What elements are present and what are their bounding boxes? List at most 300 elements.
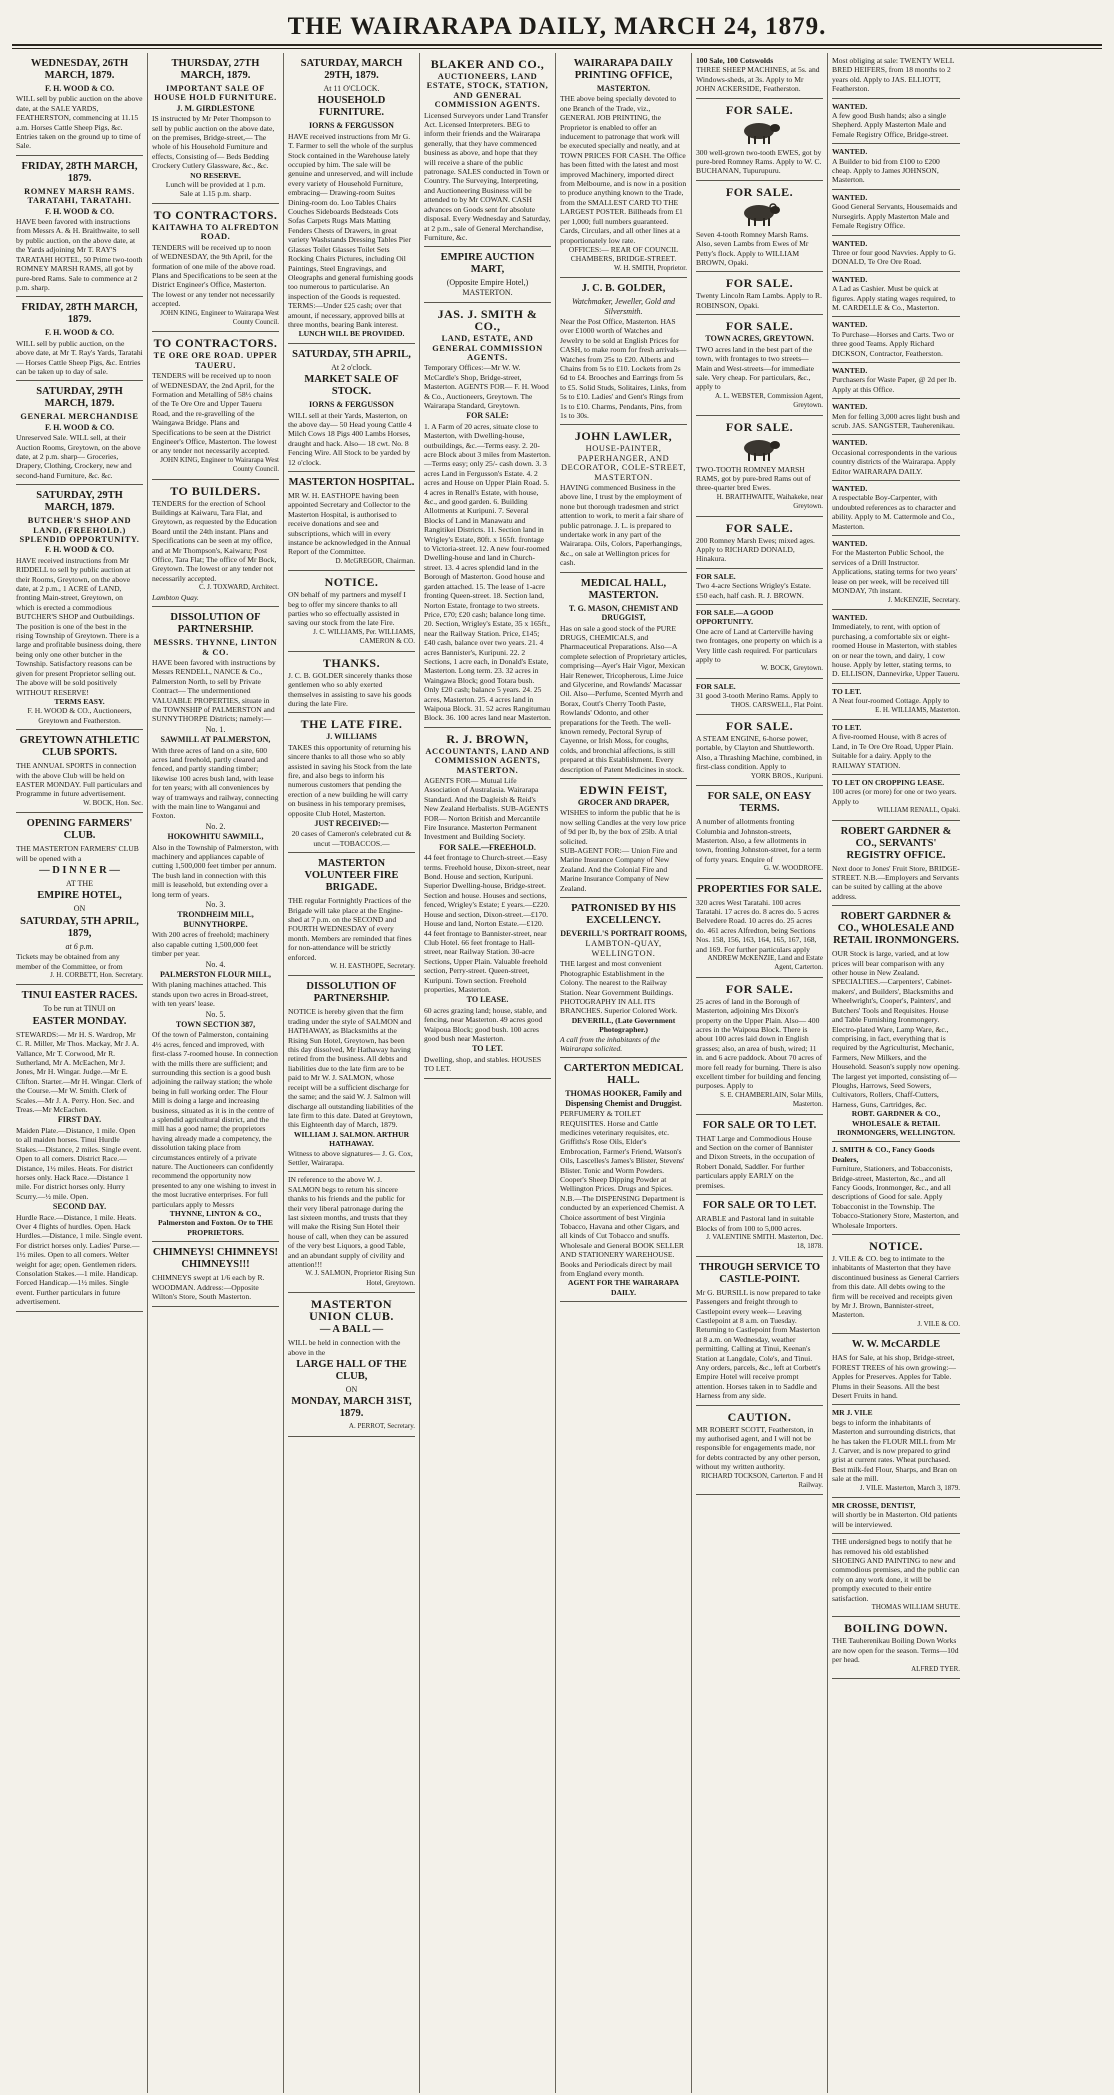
ad-subheading: IMPORTANT SALE OF HOUSE HOLD FURNITURE. — [154, 84, 277, 103]
ad-signature: A. PERROT, Secretary. — [348, 1422, 415, 1431]
ad-agent: J. WILLIAMS — [326, 732, 377, 742]
ad-shute-removal — [832, 1534, 960, 1617]
ad-late-fire — [288, 713, 415, 853]
ad-body: TAKES this opportunity of returning his sincere thanks to all those who so ably assisted in saving his Stock from the late fire, and also begs to inform his numerous customers that pending the erection of a new building he will carry on business in his temporary premises, opposite Club Hotel, Masterton. — [288, 742, 412, 818]
ad-farmers-club — [16, 813, 143, 985]
ad-subheading: GENERAL MERCHANDISE — [20, 412, 139, 422]
ad-body: 320 acres West Taratahi. 100 acres Taratahi. 17 acres do. 8 acres do. 5 acres Belvedere Road. 10 acres do. 25 acres do. 461 acres Alfredton, being Sections Nos. 158, 156, 163, 164, 165, 167, 168, and 169. For further particulars apply — [696, 897, 819, 954]
ad-to-let-house — [832, 720, 960, 775]
ad-lunch: LUNCH WILL BE PROVIDED. — [298, 329, 405, 339]
ad-subheading: KAITAWHA TO ALFREDTON ROAD. — [152, 222, 279, 242]
ad-place: LAMBTON-QUAY, WELLINGTON. — [585, 939, 662, 958]
ad-signature: J. H. CORBETT, Hon. Secretary. — [50, 971, 143, 979]
ad-heading: PATRONISED BY HIS EXCELLENCY. — [571, 903, 676, 927]
ad-agent: F. H. WOOD & CO. — [44, 545, 115, 555]
ad-lot-body: Of the town of Palmerston, containing 4½ acres, fenced and improved, with first-class 7-roomed house. In connection with the mills there are sufficient; and surrounding this section is a good bush adjoining the railway station; the whole being in full working order. The Flour Mill is doing a large and increasing business, situated as it is in the centre of a splendid agricultural district, and the mill has a good name; the proprietors having already made a competency, the dissolution taking place from circumstances entirely of a private nature. The Auctioneers can confidently recommend the opportunity now presented to any one wishing to invest in the most lucrative enterprises. For full particulars apply to Messrs — [152, 1030, 278, 1209]
ad-for-sale-steam-engine — [696, 715, 823, 786]
ad-body: HAVE received instructions from Mr G. T. Farmer to sell the whole of the surplus Stock contained in the Warehouse lately occupied by him. The sale will be genuine and unreserved, and will include every variety of Household Furniture, embracing— Drawing-room Suites Dining-room do. Loo Tables Chairs Couches Sideboards Bedsteads Cots Sofas Carpets Rugs Mats Matting Fenders Chests of Drawers, in great variety Washstands Dressing Tables Pier Glasses Toilet Glasses Toilet Sets Rocking Chairs Pictures, including Oil Paintings, Steel Engravings, and Oleographs and general furnishing goods too numerous to particularise. An inspection of the Goods is requested. TERMS:—Under £25 cash; over that amount, if necessary, approved bills at three months, bearing Bank interest. — [288, 131, 414, 329]
ad-date: SATURDAY, 5TH APRIL, 1879, — [20, 915, 139, 939]
ad-body: ARABLE and Pastoral land in suitable Blocks of from 100 to 5,000 acres. — [696, 1214, 814, 1233]
ad-romney-rams — [16, 156, 143, 297]
ad-venue: EMPIRE HOTEL, — [37, 890, 122, 902]
ad-agent: IORNS & FERGUSSON — [309, 121, 394, 131]
ad-signature: W. H. SMITH, Proprietor. — [613, 263, 687, 272]
ad-body: THE undersigned begs to notify that he has removed his old established SHOEING AND PAINTING to new and commodious premises, and the public can rely on any work done, it will be promptly executed to their entire satisfaction. — [832, 1537, 960, 1603]
ad-for-sale-two-tooth-rams — [696, 416, 823, 517]
ad-union-club-ball — [288, 1293, 415, 1437]
ad-heading: THANKS. — [322, 655, 381, 670]
ad-for-sale-good-opportunity — [696, 605, 823, 679]
ad-chimneys — [152, 1242, 279, 1306]
ad-signature: D. McGREGOR, Chairman. — [335, 556, 415, 565]
ad-signature: ANDREW McKENZIE, Land and Estate Agent, Carterton. — [707, 953, 823, 972]
ad-heading: MASTERTON HOSPITAL. — [288, 477, 415, 488]
ad-heading: TO CONTRACTORS. — [153, 207, 278, 222]
ad-heading: 100 Sale, 100 Cotswolds — [696, 56, 774, 65]
ad-heading: WEDNESDAY, 26TH MARCH, 1879. — [30, 58, 129, 81]
ad-salmon-thanks — [288, 1172, 415, 1293]
ad-heading: TO CONTRACTORS. — [153, 336, 278, 351]
ad-body: A Lad as Cashier. Must be quick at figures. Apply stating wages required, to M. CARDELLE & Co., Masterton. — [832, 284, 956, 312]
ad-heading: SATURDAY, 29TH MARCH, 1879. — [36, 490, 123, 514]
ad-body: Most obliging at sale: TWENTY WELL BRED HEIFERS, from 18 months to 2 years old. Apply to JAS. ELLIOTT, Featherston. — [832, 56, 955, 94]
ad-body: THE ANNUAL SPORTS in connection with the above Club will be held on EASTER MONDAY. Full particulars and Programme in future advertisement. — [16, 761, 142, 799]
ad-mccardle-trees — [832, 1334, 960, 1405]
ad-heading: FOR SALE. — [725, 719, 794, 734]
ad-heading: J. SMITH & CO., Fancy Goods Dealers, — [832, 1145, 935, 1164]
ad-body: A Neat four-roomed Cottage. Apply to — [832, 696, 950, 706]
ad-body: A STEAM ENGINE, 6-horse power, portable, by Clayton and Shuttleworth. Also, a Thrashing Machine, combined, in first-class condition. Apply to — [696, 734, 822, 772]
ad-agent: F. H. WOOD & CO. — [44, 328, 115, 338]
ad-agent: J. M. GIRDLESTONE — [176, 103, 255, 113]
ad-wanted-horses — [832, 317, 960, 363]
ad-body: TWO acres land in the best part of the town, with frontages to two streets—Main and West-streets—for immediate sale. Very cheap. For particulars, &c., apply to — [696, 344, 814, 392]
ad-to-let-cropping — [832, 775, 960, 821]
ad-body: WILL sell by public auction, on the above date, at Mr T. Ray's Yards, Taratahi— Horses Cattle Sheep Pigs, &c. Entries can be taken up to day of sale. — [16, 338, 143, 376]
ad-body: 200 Romney Marsh Ewes; mixed ages. Apply to RICHARD DONALD, Hinakura. — [696, 535, 815, 564]
ad-body: Men for felling 3,000 acres light bush and scrub. JAS. SANGSTER, Tauherenikau. — [832, 411, 960, 430]
ad-arrived: JUST RECEIVED:— — [314, 818, 389, 828]
ad-body: A number of allotments fronting Columbia and Johnston-streets, Masterton. Also, a few allotments in town, fronting Johnston-street, for a term of forty years. Enquire of — [696, 817, 822, 864]
ad-signature: W. H. EASTHOPE, Secretary. — [329, 962, 415, 971]
ad-wanted-builder — [832, 144, 960, 190]
ad-gardner-registry — [832, 821, 960, 907]
ad-wanted-navvies — [832, 236, 960, 272]
ad-heading: DISSOLUTION OF PARTNERSHIP. — [170, 612, 261, 636]
ad-body: J. C. B. GOLDER sincerely thanks those gentlemen who so ably exerted themselves in assisting to save his goods during the late Fire. — [288, 670, 413, 708]
ad-body: 100 acres (or more) for one or two years. Apply to — [832, 787, 957, 806]
ad-body: PERFUMERY & TOILET REQUISITES. Horse and Cattle medicines veterinary requisites, etc. Griffiths's Rose Oils, Elder's Embrocation, Farmer's Friend, Watson's Oils, Lascelles's James's Blister, Stevens' Blister. Tonic and Worm Powders. Cooper's Sheep Dipping Powder at Wellington Prices. Drugs and Spices. N.B.—The DISPENSING Department is conducted by an experienced Chemist. A Choice assortment of best Virginia Tobacco, Havana and other Cigars, and all kinds of Cut Tobacco and snuffs. Wholesale and General BOOK SELLER AND STATIONERY WAREHOUSE. Books and Periodicals direct by mail from England every month. — [560, 1109, 685, 1279]
ad-body: TENDERS will be received up to noon of WEDNESDAY, the 2nd April, for the Formation and Metalling of 58½ chains of the Te Ore Ore and Upper Taueru Road, and the re-gravelling of the Waingawa Bridge. Plans and Specifications to be seen at the District Engineer's Office, Masterton. The lowest or any tender not necessarily accepted. — [152, 371, 277, 456]
column-5 — [556, 53, 692, 2093]
ad-body: THE regular Fortnightly Practices of the Brigade will take place at the Engine-shed at 7 p.m. on the SECOND and FOURTH WEDNESDAY of every month. Members are reminded that fines for non-attendance will be strictly enforced. — [288, 896, 412, 962]
ad-body: begs to inform the inhabitants of Masterton and surrounding districts, that he has taken the FLOUR MILL from Mr J. Carver, and is now prepared to grind grist at current rates. Wheat purchased. Best milk-fed Flour, Sharps, and Bran on sale at the mill. — [832, 1417, 957, 1484]
ad-body: A respectable Boy-Carpenter, with undoubted references as to character and ability. Apply to M. Cattermole and Co., Masterton. — [832, 493, 956, 531]
ad-signature: J. VALENTINE SMITH. Masterton, Dec. 18, 1878. — [706, 1232, 823, 1251]
ad-heading: FOR SALE, ON EASY TERMS. — [707, 791, 812, 815]
ad-signature: W. BOCK, Greytown. — [760, 664, 823, 673]
column-1 — [12, 53, 148, 2093]
ad-agent-for: AGENT FOR THE WAIRARAPA DAILY. — [567, 1278, 680, 1297]
ad-body: CHIMNEYS swept at 1/6 each by R. WOODMAN. Address:—Opposite Wilton's Store, South Masterton. — [152, 1273, 265, 1302]
ad-tickets: Tickets may be obtained from any member of the Committee, or from — [16, 952, 123, 971]
ad-for-sale-borough-land — [696, 978, 823, 1115]
ad-heading: J. C. B. GOLDER, — [581, 283, 666, 295]
ad-for-sale: FOR SALE.—FREEHOLD. — [439, 842, 536, 852]
ad-body: THE MASTERTON FARMERS' CLUB will be opened with a — [16, 844, 139, 863]
ad-heading: WANTED. — [832, 365, 868, 375]
ad-venue: LARGE HALL OF THE CLUB, — [296, 1359, 407, 1383]
ad-body: WISHES to inform the public that he is now selling Candles at the very low price of 9d per lb, by the box of 25lb. A trial solicited. — [560, 808, 686, 846]
ad-body: will shortly be in Masterton. Old patients will be interviewed. — [832, 1510, 958, 1529]
ad-heading: FOR SALE. — [725, 520, 794, 535]
ad-signature: F. H. WOOD & CO., Auctioneers, Greytown and Featherston. — [27, 706, 132, 725]
ad-heifers — [832, 53, 960, 99]
ad-heading: JAS. J. SMITH & CO., — [437, 307, 538, 334]
column-6 — [692, 53, 828, 2093]
ad-heading: EMPIRE AUCTION MART, — [440, 252, 535, 276]
ad-heading: TINUI EASTER RACES. — [21, 990, 138, 1002]
ad-lot-title: SAWMILL AT PALMERSTON, — [160, 735, 271, 745]
ad-body: Mr G. BURSILL is now prepared to take Passengers and freight through to Castlepoint every week— Leaving Castlepoint at 8 a.m. on Tuesday. Returning to Castlepoint from Masterton at 8 a.m. on Wednesday, weather permitting. Calling at Tinui, Keenan's Station at Langdale, Cole's, and Tinui. Any orders, parcels, &c., left at Corbett's Empire Hotel will receive prompt attention. Horses taken in to Saddle and Harness from any side. — [696, 1287, 821, 1401]
ad-dissolution-salmon — [288, 976, 415, 1172]
ad-builders — [152, 480, 279, 607]
ad-signature: WILLIAM J. SALMON. ARTHUR HATHAWAY. — [293, 1129, 410, 1149]
ad-lot-number: No. 3. — [205, 900, 226, 910]
ad-body: Three or four good Navvies. Apply to G. DONALD, Te Ore Ore Road. — [832, 247, 956, 267]
ad-body: HAVE received instructions from Mr RIDDELL to sell by public auction at their Rooms, Greytown, on the above date, at 2 p.m., 1 ACRE of LAND, fronting Main-street, Greytown, on which is erected a commodious BUTCHER'S SHOP and Outbuildings. The position is one of the best in the rising Township of Greytown. There is a large and profitable business doing, there being only one other butcher in the Township. Satisfactory reasons can be given for present Proprietor selling out. The above will be sold positively WITHOUT RESERVE! — [16, 555, 142, 697]
ad-deverill-portrait — [560, 898, 687, 1058]
ad-heading: OPENING FARMERS' CLUB. — [26, 818, 133, 842]
ad-empire-auction-mart — [424, 247, 551, 303]
ad-signature: DEVERILL, (Late Government Photographer.) — [571, 1015, 676, 1035]
ram-woodcut-icon — [737, 201, 783, 227]
ad-signature: W. J. SALMON, Proprietor Rising Sun Hotel, Greytown. — [305, 1269, 415, 1287]
ad-body: WILL sell by public auction on the above date, at the SALE YARDS, FEATHERSTON, commencing at 11.15 a.m. Horses Cattle Sheep Pigs, &c. Entries taken on the ground up to time of Sale. — [16, 94, 143, 151]
ad-heading: PROPERTIES FOR SALE. — [697, 883, 822, 895]
ad-heading: NOTICE. — [324, 575, 379, 590]
ad-for-sale-romney-ewes — [696, 517, 823, 569]
ad-for-sale-or-let-land — [696, 1195, 823, 1257]
ad-general-merchandise — [16, 381, 143, 485]
ad-subheading: ACCOUNTANTS, LAND AND COMMISSION AGENTS, MASTERTON. — [425, 746, 550, 775]
ad-signature: W. BOCK, Hon. Sec. — [83, 798, 143, 807]
columns — [12, 53, 1102, 2093]
ad-body: J. VILE & CO. beg to intimate to the inhabitants of Masterton that they have discontinued business as General Carriers from this date. All debts owing to the firm will be received and receipts given by Mr J. Brown, Bannister-street, Masterton. — [832, 1254, 959, 1320]
ad-subheading: GROCER AND DRAPER, — [577, 798, 670, 807]
ad-body: THAT Large and Commodious House and Section on the corner of Bannister and Dixon Streets, in the occupation of Robert Donald, Saddler. For further particulars apply EARLY on the premises. — [696, 1133, 815, 1190]
ad-place: Lambton Quay. — [152, 592, 199, 602]
ad-signature: H. BRAITHWAITE, Waihakeke, near Greytown. — [716, 492, 823, 511]
ad-to-let: TO LET. — [472, 1044, 503, 1054]
ad-gardner-ironmongers — [832, 906, 960, 1142]
ad-body: Near the Post Office, Masterton. HAS over £1000 worth of Watches and Jewelry to be sold at English Prices for CASH, to make room for fresh arrivals— Watches from 25s to £20. Alberts and Chains from 5s to £10. Lockets from 2s 6d to £4. Brooches and Earrings from 5s to £5. Solid Studs, Solitaires, Links, from 5s to £10. Ladies' and Gent's Rings from 1s to £10. Charms, Pendants, Pins, from 1s to 30s. — [560, 316, 687, 420]
ad-vile-flour-mill — [832, 1405, 960, 1498]
ad-lot-body: Also in the Township of Palmerston, with machinery and appliances capable of cutting 1,500,000 feet timber per annum. The bush land in connection with this mill is leasehold, but extending over a long term of years. — [152, 842, 279, 899]
ad-heading: THURSDAY, 27TH MARCH, 1879. — [171, 58, 260, 81]
ad-body: THREE SHEEP MACHINES, at 5s. and Windows-sheds, at 3s. Apply to Mr JOHN ACKERSIDE, Featherston. — [696, 65, 820, 94]
ad-subheading: MASTERTON. — [596, 84, 651, 93]
ad-body: Two 4-acre Sections Wrigley's Estate. £50 each, half cash. R. J. BROWN. — [696, 581, 811, 600]
ad-body: One acre of Land at Carterville having two frontages, one property on which is a Very little cash required. For particulars apply to — [696, 626, 823, 665]
ad-heading: BOILING DOWN. — [844, 1621, 948, 1636]
ad-body: HAVING commenced Business in the above line, I trust by the employment of none but thorough tradesmen and strict attention to work, to merit a fair share of public patronage. J. L. is prepared to undertake work in any part of the Wairarapa. Oils, Colors, Paperhangings, &c., on sale at Wellington prices for cash. — [560, 483, 684, 568]
ad-heading: WANTED. — [832, 612, 868, 622]
ad-body: Occasional correspondents in the various country districts of the Wairarapa. Apply Editor WAIRARAPA DAILY. — [832, 447, 957, 476]
ad-heading: WANTED. — [832, 438, 868, 448]
ad-body: THE largest and most convenient Photographic Establishment in the Colony. The nearest to the Railway Station. Near Government Buildings. PHOTOGRAPHY IN ALL ITS BRANCHES. Superior Colored Work. — [560, 959, 678, 1016]
ad-subheading: HOUSE-PAINTER, PAPERHANGER, AND DECORATOR, COLE-STREET, MASTERTON. — [561, 444, 686, 482]
ad-tinui-races — [16, 985, 143, 1311]
ad-signature: E. H. WILLIAMS, Masterton. — [875, 705, 960, 714]
ad-wanted-house — [832, 610, 960, 684]
ad-lot-body: With planing machines attached. This stands upon two acres in Broad-street, with ten years' lease. — [152, 980, 268, 1009]
ad-time: At 11 O'CLOCK. — [323, 84, 380, 93]
ad-wanted-boy-carpenter — [832, 481, 960, 536]
ad-at: AT THE — [65, 878, 94, 888]
ad-for-sale: FOR SALE: — [466, 411, 509, 421]
ad-fire-brigade — [288, 853, 415, 976]
ad-carterton-medical-hall — [560, 1058, 687, 1302]
ad-heading: ROBERT GARDNER & CO., WHOLESALE AND RETAIL IRONMONGERS. — [833, 911, 959, 947]
ad-thanks-golder — [288, 652, 415, 714]
ad-lease-body: 60 acres grazing land; house, stable, and fencing, near Masterton. 49 acres good Waipoua Block; good bush. 100 acres good bush near Masterton. — [424, 1005, 547, 1043]
ad-heading: R. J. BROWN, — [446, 731, 529, 746]
ad-body: Has on sale a good stock of the PURE DRUGS, CHEMICALS, and Pharmaceutical Preparations. Also—A complete selection of Proprietary articles, comprising—Ayer's Hair Vigor, Mexican Hair Renewer, Tricopherous, Lime Juice and Glycerine, and Rowlands' Macassar Oil. Also—Perfume, Scented Myrrh and Borax, Coutt's Cherry Tooth Paste, Rowlands' Odonto, and other preparations for the Teeth. The well-known remedy, Pectoral Syrup of Cayenne, or Irish Moss, for coughs, colds, and bronchial affections, is still prepared at this Establishment. Every description of Patent Medicines in stock. — [560, 623, 687, 774]
ad-body: Furniture, Stationers, and Tobacconists, Bridge-street, Masterton, &c., and all Fancy Goods, Ironmonger, &c., and all descriptions of Good for sale. Apply Tobacconist in the Township. The Tobacco-Stationery Store, Masterton, and Wholesale Importers. — [832, 1164, 959, 1230]
ad-body: OUR Stock is large, varied, and at low prices will bear comparison with any other house in New Zealand. SPECIALTIES.—Carpenters', Cabinet-makers', and Builders', Blacksmiths and Wheelwright's, Cooper's, Painters', and Butchers' Tools and Requisites. House and Table Furnishing Ironmongery. Electro-plated Ware, Lamp Ware, &c., comprising, in fact, everything that is required by the Agriculturist, Mechanic, Farmers, New Milkers, and the Household. Season's supply now opening. The largest yet imported, consisting of—Ploughs, Harrows, Seed Sowers, Cultivators, Rollers, Chaff-Cutters, Harness, Guns, Cartridges, &c. — [832, 949, 960, 1109]
ad-title: MARKET SALE OF STOCK. — [304, 374, 399, 398]
ad-lot-title: TOWN SECTION 387, — [175, 1019, 256, 1029]
ad-subheading: Watchmaker, Jeweller, Gold and Silversmith. — [571, 297, 676, 316]
ad-subheading: ROMNEY MARSH RAMS. TARATAHI, TARATAHI. — [24, 186, 135, 206]
ad-heading: WANTED. — [832, 192, 868, 202]
masthead-rule — [12, 44, 1102, 49]
ad-contractors-te-ore-ore — [152, 332, 279, 479]
ad-heading: WANTED. — [832, 484, 868, 494]
ad-body: A five-roomed House, with 8 acres of Land, in Te Ore Ore Road, Upper Plain. Suitable for a dairy. Apply to the RAILWAY STATION. — [832, 732, 954, 770]
ad-for-sale-merino-rams — [696, 679, 823, 715]
ad-butchers-shop — [16, 485, 143, 730]
ad-heading: TO LET. — [832, 686, 862, 696]
ad-offices: OFFICES:— REAR OF COUNCIL CHAMBERS, BRIDGE-STREET. — [568, 244, 679, 264]
ad-body: TENDERS for the erection of School Buildings at Kaiwaru, Tara Flat, and Greytown, as requested by the Education Board until the 24th instant. Plans and Specifications can be seen at my office, and at Mr Thompson's, Kaiwaru; Post Office, Tara Flat; The office of Mr Bock, Greytown. The lowest or any tender not necessarily accepted. — [152, 498, 277, 583]
ad-signature: JOHN KING, Engineer to Wairarapa West County Council. — [160, 308, 279, 326]
ad-signature: WILLIAM RENALL, Opaki. — [877, 806, 960, 815]
ad-heading: MEDICAL HALL, MASTERTON. — [580, 577, 667, 601]
ad-subheading: TOWN ACRES, GREYTOWN. — [705, 334, 814, 344]
ad-heading: WANTED. — [832, 320, 868, 330]
ad-body: IN reference to the above W. J. SALMON begs to return his sincere thanks to his friends and the public for their very liberal patronage during the last sixteen months, and trusts that they will make the Rising Sun Hotel their house of call, when they can be assured of the very best Liquors, a good Table, and an abundant supply of civility and attention!!! — [288, 1175, 409, 1269]
ad-heading: WANTED. — [832, 539, 868, 549]
ad-wanted-drill-instructor — [832, 536, 960, 610]
ad-heading: SATURDAY, MARCH 29TH, 1879. — [300, 58, 403, 81]
ad-body: HAS for Sale, at his shop, Bridge-street, FOREST TREES of his own growing:— Apples for Preserves. Apples for Table. Plums in their Seasons. All the best Desert Fruits in hand. — [832, 1353, 956, 1400]
ad-to-lease: TO LEASE. — [466, 995, 509, 1005]
ad-heading: FOR SALE. — [725, 184, 794, 199]
ad-edwin-feist — [560, 779, 687, 898]
ad-lot-body: With three acres of land on a site, 600 acres land freehold, partly cleared and fenced, and partly standing timber; likewise 100 acres bush land, with lease for ten years; with all conveniences by way of tramways and railway, connecting with the main line to Wanganui and Foxton. — [152, 745, 279, 821]
ad-first-day: FIRST DAY. — [57, 1115, 102, 1125]
ad-on: ON — [345, 1385, 358, 1395]
ad-agent: F. H. WOOD & CO. — [44, 422, 115, 432]
ad-body: Good General Servants, Housemaids and Nursegirls. Apply Masterton Male and Female Registry Office. — [832, 202, 958, 231]
ad-john-lawler — [560, 425, 687, 572]
ad-heading: CHIMNEYS! CHIMNEYS! CHIMNEYS!!! — [152, 1247, 279, 1271]
ad-heading: FOR SALE OR TO LET. — [702, 1119, 817, 1131]
ad-event: — D I N N E R — — [39, 864, 120, 876]
ad-body: A few good Bush hands; also a single Shepherd. Apply Masterton Male and Female Registry Office, Bridge-street. — [832, 111, 949, 139]
ad-body: 31 good 3-tooth Merino Rams. Apply to — [696, 691, 819, 701]
ad-heading: WANTED. — [832, 147, 868, 157]
ad-heading: WAIRARAPA DAILY PRINTING OFFICE, — [573, 58, 674, 81]
ad-heading: FOR SALE. — [725, 102, 794, 117]
ad-agent: IORNS & FERGUSSON — [309, 400, 394, 410]
ad-body: 25 acres of land in the Borough of Masterton, adjoining Mrs Dixon's property on the Upper Plain. Also— 400 acres in the Waipoua Block. There is about 100 acres laid down in English grasses; also, an area of bush, wired; 11 in. and 6 acre paddock. About 70 acres of more fell ready for burning. There is also excellent timber for building and fencing purposes. Apply to — [696, 996, 823, 1091]
ad-heading: FOR SALE. — [725, 319, 794, 334]
ad-signature: J. VILE & CO. — [917, 1319, 960, 1328]
ad-heading: WANTED. — [832, 402, 868, 412]
ad-terms: TERMS EASY. — [54, 696, 105, 706]
ad-subheading: AUCTIONEERS, LAND ESTATE, STOCK, STATION, AND GENERAL COMMISSION AGENTS. — [426, 72, 549, 110]
ad-heading: FOR SALE. — [696, 571, 736, 581]
ad-signature: C. J. TOXWARD, Architect. — [198, 583, 279, 592]
ad-heading: FRIDAY, 28TH MARCH, 1879. — [21, 302, 138, 326]
ad-heading: FRIDAY, 28TH MARCH, 1879. — [21, 160, 138, 184]
masthead-title: THE WAIRARAPA DAILY, MARCH 24, 1879. — [287, 13, 827, 40]
ad-for-sale-romney-rams — [696, 181, 823, 273]
ad-subheading: T. G. MASON, CHEMIST AND DRUGGIST, — [568, 603, 679, 623]
ad-signature: S. E. CHAMBERLAIN, Solar Mills, Masterton. — [719, 1090, 823, 1109]
ad-day: EASTER MONDAY. — [32, 1015, 127, 1027]
column-3 — [284, 53, 420, 2093]
ad-date: MONDAY, MARCH 31ST, 1879. — [291, 1396, 412, 1420]
ad-body: Seven 4-tooth Romney Marsh Rams. Also, seven Lambs from Ewes of Mr Petty's flock. Apply to WILLIAM BROWN, Opaki. — [696, 229, 809, 268]
ad-agent: F. H. WOOD & CO. — [44, 206, 115, 216]
ad-agent: F. H. WOOD & CO. — [44, 84, 115, 93]
ad-body: MR W. H. EASTHOPE having been appointed Secretary and Collector to the Masterton Hospital, is authorised to receive donations and see and subscriptions, which will in every instance be acknowledged in the Annual Report of the Committee. — [288, 491, 411, 557]
ad-notice-vile — [832, 1235, 960, 1334]
ad-heading: NOTICE. — [869, 1239, 923, 1254]
ad-list: 1. A Farm of 20 acres, situate close to Masterton, with Dwelling-house, outbuildings, &c.—Terms easy. 2. 20-acre Block about 3 miles from Masterton.—Terms easy; only 25/- cash down. 3. 3 acres Land in Fergusson's Estate. 4. 2 acres and House on Upper Plain Road. 5. 4 acres in Renall's Estate, with house, &c., and good garden. 6. Building Allotments at Kuripuni. 7. Several Blocks of Land in Manawatu and Rangitikei Districts. 11. Section land in Wrigley's Estate, 80ft. x 165ft. frontage to Victoria-street. 12. A new four-roomed Dwelling-house and land in Church-street. 13. 4 acres splendid land in the Borough of Masterton. Good house and garden attached. 15. The lease of 1-acre fronting Queen-street. 18. Section land, Norton Estate, frontage to two streets. Price, £70; £20 cash; balance long time. 20. Section, Wrigley's Estate, 35 x 165ft., near the Railway Station. Price, £145; £40 cash, balance over two years. 21. 4 acres Bannister's, Kuripuni. 22. 2 Sections, 1 acre each, in Donald's Estate, Masterton. Long term. 23. 32 acres in Waingawa Block; good Totara bush. Only £20 cash; balance 5 years. 24. 25 acres, Masterton. 25. 4 acres land in Waipoua Block. 31. 52 acres Rangitumau Block. 36. 100 acres land near Masterton. — [424, 421, 551, 723]
ad-market-stock — [288, 344, 415, 472]
ad-jas-smith — [424, 303, 551, 728]
ad-heading: TO LET. — [832, 722, 862, 732]
ad-signature: THYNNE, LINTON & CO., Palmerston and Foxton. Or to THE PROPRIETORS. — [158, 1209, 273, 1237]
ad-body: WILL be held in connection with the above in the — [288, 1338, 401, 1357]
ad-wood-friday-sale — [16, 297, 143, 381]
sheep-woodcut-icon — [737, 436, 783, 462]
column-2 — [148, 53, 284, 2093]
ad-heading: WANTED. — [832, 238, 868, 248]
ad-masterton-hospital — [288, 472, 415, 571]
ad-heading: CARTERTON MEDICAL HALL. — [563, 1063, 684, 1087]
ad-heading: THE LATE FIRE. — [300, 717, 403, 732]
ad-for-sale-easy-terms — [696, 786, 823, 878]
ad-athletic-club — [16, 730, 143, 813]
ad-on: ON — [73, 904, 86, 914]
ad-signature: J. VILE. Masterton, March 3, 1879. — [859, 1483, 960, 1492]
ad-wanted-servants — [832, 190, 960, 236]
ad-for-sale-sections — [696, 569, 823, 605]
ad-signature: JOHN KING, Engineer to Wairarapa West County Council. — [160, 455, 279, 474]
ad-heading: MR J. VILE — [832, 1408, 873, 1418]
ad-body: HAVE been favored with instructions from Messrs A. & H. Braithwaite, to sell by public auction, on the above date, at the Yards adjoining Mr T. RAY'S TARATAHI HOTEL, 50 Prime two-tooth ROMNEY MARSH RAMS, all got by pure-bred Rams. Sale to commence at 2 p.m. sharp. — [16, 217, 143, 292]
ad-signature: ALFRED TYER. — [911, 1664, 960, 1673]
ad-subheading: To be run at TINUI on — [43, 1004, 116, 1014]
ad-medical-hall-masterton — [560, 573, 687, 779]
ad-wanted-correspondents — [832, 435, 960, 481]
ad-properties-for-sale — [696, 879, 823, 978]
ad-heading: ROBERT GARDNER & CO., SERVANTS' REGISTRY OFFICE. — [840, 825, 952, 861]
ad-lot-body: With 200 acres of freehold; machinery also capable cutting 1,500,000 feet timber per year. — [152, 930, 270, 959]
ad-first-day-body: Maiden Plate.—Distance, 1 mile. Open to all maiden horses. Tinui Hurdle Stakes.—Distance, 2 miles. Single event. Open to all comers. District Race.—Distance, 1½ miles. Heats. For district horses only. Hack Race.—Distance 1 mile. For district horses only. Hurry Scurry.—½ mile. Open. — [16, 1125, 142, 1201]
ad-note: A call from the inhabitants of the Wairarapa solicited. — [560, 1034, 660, 1053]
ad-j-smith-fancy-goods — [832, 1142, 960, 1235]
ad-body: A Builder to bid from £100 to £200 cheap. Apply to James JOHNSON, Masterton. — [832, 156, 940, 185]
ad-body: WILL sell at their Yards, Masterton, on the above day— 50 Head young Cattle 4 Milch Cows 18 Pigs 400 Lambs Horses, draught and hack. Also— 18 cwt. No. 8 Fencing Wire. All Stock to be yarded by 12 o'clock. — [288, 410, 412, 467]
ad-for-sale-or-let-house — [696, 1115, 823, 1195]
ad-lot-number: No. 2. — [205, 821, 226, 831]
ad-signature: J. C. WILLIAMS, Per. WILLIAMS, CAMERON & CO. — [313, 627, 415, 646]
ad-arrived-body: 20 cases of Cameron's celebrated cut & uncut —TOBACCOS.— — [291, 829, 412, 848]
ad-lot-title: PALMERSTON FLOUR MILL, — [159, 969, 272, 979]
ad-body: AGENTS FOR— Mutual Life Association of Australasia. Wairarapa Standard. And the Dagleish & Reid's New Zealand Herbalists. SUB-AGENTS FOR— Norton British and Mercantile Fire Insurance. Masterton Permanent Investment and Building Society. — [424, 776, 549, 842]
ad-rj-brown — [424, 728, 551, 1079]
ad-body: THE above being specially devoted to one Branch of the Trade, viz., GENERAL JOB PRINTING, the Proprietor is enabled to offer an inducement to patronage that work will be executed specially and neatly, and at TOWN PRICES FOR CASH. The Office has been fitted with the latest and most improved Machinery, imported direct from Melbourne, and is now in a position to produce anything known to the Trade, from the SMALLEST CARD TO THE LARGEST POSTER. Billheads from £1 per 1,000; full numbers guaranteed. Cards, Circulars, and all other lines at a proportionately low rate. — [560, 94, 687, 245]
ad-dissolution-thynne — [152, 607, 279, 1242]
ad-let-body: Dwelling, shop, and stables. HOUSES TO LET. — [424, 1054, 542, 1074]
ad-heading: JOHN LAWLER, — [574, 429, 673, 444]
ad-lunch: Lunch will be provided at 1 p.m. — [165, 180, 266, 190]
ad-for-sale-ewes — [696, 99, 823, 181]
ad-body: TWO-TOOTH ROMNEY MARSH RAMS, got by pure-bred Rams out of three-quarter bred Ewes. — [696, 464, 811, 493]
ad-for-sale-lincoln-lambs — [696, 272, 823, 315]
ad-golder-watchmaker — [560, 278, 687, 425]
ad-heading: THROUGH SERVICE TO CASTLE-POINT. — [698, 1261, 821, 1285]
ad-subheading: LAND, ESTATE, AND GENERAL COMMISSION AGENTS. — [432, 334, 543, 362]
ad-heading: FOR SALE. — [696, 681, 736, 691]
sheep-woodcut-icon — [737, 119, 783, 145]
ad-event: — A BALL — — [319, 1324, 384, 1336]
ad-heading: MASTERTON VOLUNTEER FIRE BRIGADE. — [304, 858, 399, 894]
ad-heading: SATURDAY, 29TH MARCH, 1879. — [36, 386, 123, 410]
ad-heading: BLAKER AND CO., — [430, 57, 545, 71]
ad-heading: TO BUILDERS. — [170, 483, 261, 498]
ad-signature: RICHARD TOCKSON, Carterton. F and H Railway. — [700, 1471, 823, 1490]
ad-heading: MASTERTON UNION CLUB. — [309, 1297, 394, 1324]
ad-notice-williams — [288, 571, 415, 651]
ad-body: To Purchase—Horses and Carts. Two or three good Teams. Apply Richard DICKSON, Contractor, Featherston. — [832, 329, 954, 358]
ad-wanted-cashier — [832, 272, 960, 318]
ad-heading: GREYTOWN ATHLETIC CLUB SPORTS. — [19, 735, 140, 759]
ad-subheading: BUTCHER'S SHOP AND LAND, (FREEHOLD.) SPLENDID OPPORTUNITY. — [19, 516, 140, 544]
ad-body: Immediately, to rent, with option of purchasing, a comfortable six or eight-roomed House in Masterton, with stables on or near the town, and dairy, 1 cow house. Apply by letter, stating terms, to D. ELLISON, Dannevirke, Upper Taueru. — [832, 622, 960, 679]
ad-castlepoint-service — [696, 1257, 823, 1406]
ad-heading: FOR SALE. — [725, 276, 794, 291]
ad-heading: W. W. McCARDLE — [851, 1339, 941, 1351]
ad-agents: SUB-AGENT FOR:— Union Fire and Marine Insurance Company of New Zealand. And the Colonial Fire and Marine Insurance Company of New Zealand. — [560, 846, 678, 893]
ad-lot-title: HOKOWHITU SAWMILL, — [167, 832, 264, 842]
ad-body: THE Tauherenikau Boiling Down Works are now open for the season. Terms—10d per head. — [832, 1636, 959, 1665]
ad-witness: Witness to above signatures— J. G. Cox, Settler, Wairarapa. — [288, 1148, 413, 1167]
ad-body: Next door to Jones' Fruit Store, BRIDGE-STREET. N.B.—Employers and Servants can be suited by calling at the above address. — [832, 863, 960, 901]
ad-signature: THOMAS WILLIAM SHUTE. — [871, 1603, 960, 1612]
ad-second-day: SECOND DAY. — [52, 1202, 107, 1212]
ad-boiling-down — [832, 1617, 960, 1679]
ad-time: Sale at 1.15 p.m. sharp. — [179, 189, 252, 199]
ad-heading: EDWIN FEIST, — [579, 783, 668, 797]
